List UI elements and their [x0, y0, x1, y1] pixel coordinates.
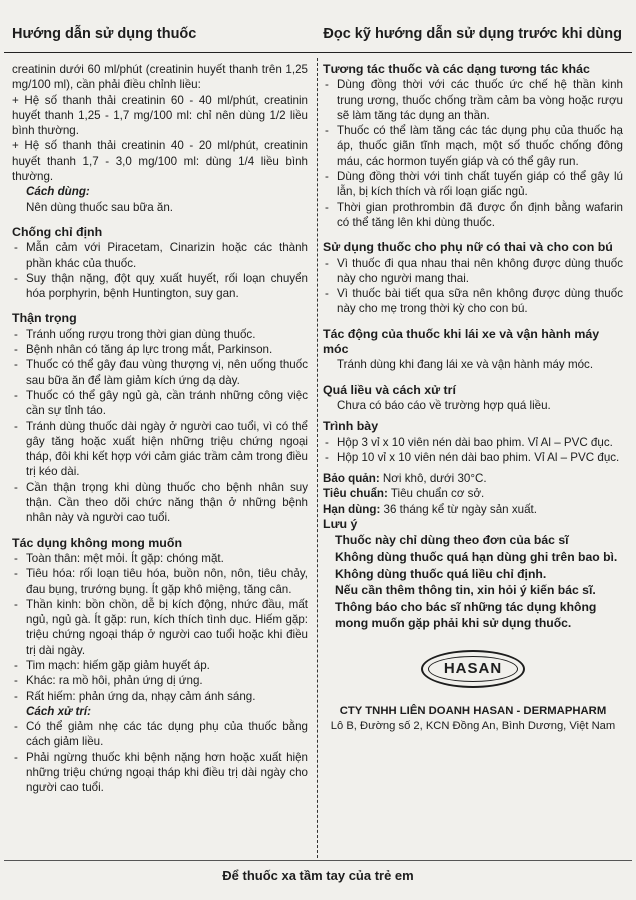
contraindication-item: - Mẫn cảm với Piracetam, Cinarizin hoặc các thành phần khác của thuốc.: [12, 240, 308, 271]
standard-value: Tiêu chuẩn cơ sở.: [390, 487, 485, 501]
packaging-title: Trình bày: [323, 419, 379, 434]
caution-item: - Thuốc có thể gây ngủ gà, cần tránh những công việc cần sự tỉnh táo.: [12, 388, 308, 419]
right-column: [323, 62, 623, 735]
standard-label: Tiêu chuẩn:: [323, 487, 388, 501]
interaction-title: Tương tác thuốc và các dạng tương tác khác: [323, 62, 590, 76]
usage-text: Nên dùng thuốc sau bữa ăn.: [26, 200, 173, 214]
logo-text: HASAN: [428, 656, 518, 682]
side-effects-title: Tác dụng không mong muốn: [12, 535, 183, 550]
warning-note: Không dùng thuốc quá liều chỉ định.: [335, 566, 547, 581]
interaction-item: - Thời gian prothrombin đã được ổn định bằng wafarin có thể tăng lên khi dùng thuốc.: [323, 200, 623, 231]
side-effect-item: - Toàn thân: mệt mỏi. Ít gặp: chóng mặt.: [12, 551, 308, 566]
standard-line: [323, 486, 623, 501]
pregnancy-title: Sử dụng thuốc cho phụ nữ có thai và cho con bú: [323, 240, 613, 255]
footer-divider: [4, 860, 632, 861]
handling-item: - Có thể giảm nhẹ các tác dụng phụ của thuốc bằng cách giảm liều.: [12, 719, 308, 750]
caution-item: - Tránh uống rượu trong thời gian dùng thuốc.: [12, 327, 308, 342]
side-effect-item: - Tim mạch: hiếm gặp giảm huyết áp.: [12, 658, 308, 673]
dosage-intro: creatinin dưới 60 ml/phút (creatinin huyết thanh trên 1,25 mg/100 ml), cần phải điều chỉnh liều:: [12, 63, 308, 92]
interaction-item: - Dùng đồng thời với tinh chất tuyến giáp có thể gây lú lẫn, bị kích thích và rối loạn giấc ngủ.: [323, 169, 623, 200]
overdose-text: Chưa có báo cáo về trường hợp quá liều.: [337, 398, 551, 412]
company-name: CTY TNHH LIÊN DOANH HASAN - DERMAPHARM: [339, 705, 607, 718]
driving-text: Tránh dùng khi đang lái xe và vận hành máy móc.: [337, 358, 594, 372]
caution-title: Thận trọng: [12, 311, 77, 326]
expiry-label: Hạn dùng:: [323, 502, 381, 516]
warning-notes: [323, 532, 623, 632]
dosage-rule-1: + Hệ số thanh thải creatinin 60 - 40 ml/phút, creatinin huyết thanh 1,25 - 1,7 mg/100 ml: chỉ nên dùng 1/2 liều bình thường.: [12, 93, 308, 138]
caution-item: - Thuốc có thể gây đau vùng thượng vị, nên uống thuốc sau bữa ăn để làm giảm kích ứng dạ dày.: [12, 357, 308, 388]
brand-logo-area: [323, 650, 623, 692]
company-address: Lô B, Đường số 2, KCN Đồng An, Bình Dương, Việt Nam: [330, 720, 616, 733]
storage-label: Bảo quản:: [323, 472, 380, 486]
caution-item: - Cần thận trọng khi dùng thuốc cho bệnh nhân suy thận. Cần theo dõi chức năng thận ở những bệnh nhân này và người cao tuổi.: [12, 480, 308, 526]
warning-note: Thuốc này chỉ dùng theo đơn của bác sĩ: [335, 533, 569, 548]
column-divider: [317, 58, 318, 858]
interaction-item: - Thuốc có thể làm tăng các tác dụng phụ của thuốc hạ áp, thuốc giãn tĩnh mạch, một số thuốc chống đông máu, các hormon tuyến giáp và có thể gây run.: [323, 123, 623, 169]
contraindication-title: Chống chỉ định: [12, 224, 103, 239]
side-effect-item: - Tiêu hóa: rối loạn tiêu hóa, buồn nôn, nôn, tiêu chảy, đau bụng, trướng bụng. Ít gặp khô miệng, tăng cân.: [12, 566, 308, 597]
pregnancy-item: - Vì thuốc đi qua nhau thai nên không được dùng thuốc này cho người mang thai.: [323, 256, 623, 287]
contraindication-item: - Suy thận nặng, đột quỵ xuất huyết, rối loạn chuyển hóa porphyrin, bệnh Huntington, suy gan.: [12, 271, 308, 302]
handling-item: - Phải ngừng thuốc khi bệnh nặng hơn hoặc xuất hiện những triệu chứng ngoại tháp khi điều trị dài ngày cho người cao tuổi.: [12, 750, 308, 796]
pregnancy-item: - Vì thuốc bài tiết qua sữa nên không được dùng thuốc này cho mẹ trong thời kỳ cho con bú.: [323, 286, 623, 317]
side-effect-item: - Khác: ra mồ hôi, phản ứng dị ứng.: [12, 673, 308, 688]
dosage-rule-2: + Hệ số thanh thải creatinin 40 - 20 ml/phút, creatinin huyết thanh 1,7 - 3,0 mg/100 ml: dùng 1/4 liều bình thường.: [12, 139, 308, 184]
interaction-item: - Dùng đồng thời với các thuốc ức chế hệ thần kinh trung ương, thuốc chống trầm cảm ba vòng hoặc rượu sẽ làm tăng tác dụng an thần.: [323, 77, 623, 123]
caution-item: - Tránh dùng thuốc dài ngày ở người cao tuổi, vì có thể gây tăng hoặc xuất hiện những triệu chứng ngoại tháp, đôi khi kết hợp với cảm giác trầm cảm trong điều trị kéo dài.: [12, 419, 308, 480]
overdose-title: Quá liều và cách xử trí: [323, 382, 456, 397]
header-title: Hướng dẫn sử dụng thuốc: [12, 26, 197, 42]
hasan-logo: [421, 650, 525, 688]
footer-warning: Để thuốc xa tầm tay của trẻ em: [222, 868, 414, 883]
warning-note: Không dùng thuốc quá hạn dùng ghi trên bao bì.: [335, 549, 618, 564]
note-title: Lưu ý: [323, 517, 358, 532]
driving-title: Tác động của thuốc khi lái xe và vận hành máy móc: [323, 326, 600, 357]
warning-note: Nếu cần thêm thông tin, xin hỏi ý kiến bác sĩ.: [335, 583, 596, 598]
page-header: [0, 18, 636, 48]
handling-title: Cách xử trí:: [26, 704, 91, 718]
warning-note: Thông báo cho bác sĩ những tác dụng không mong muốn gặp phải khi sử dụng thuốc.: [335, 599, 597, 631]
usage-title: Cách dùng:: [26, 185, 90, 199]
packaging-item: - Hộp 3 vỉ x 10 viên nén dài bao phim. Vỉ Al – PVC đục.: [323, 435, 623, 450]
caution-item: - Bệnh nhân có tăng áp lực trong mắt, Parkinson.: [12, 342, 308, 357]
left-column: [12, 62, 308, 796]
expiry-line: [323, 502, 623, 517]
header-warning: Đọc kỹ hướng dẫn sử dụng trước khi dùng: [323, 26, 622, 42]
packaging-item: - Hộp 10 vỉ x 10 viên nén dài bao phim. Vỉ Al – PVC đục.: [323, 450, 623, 465]
header-divider: [4, 52, 632, 53]
storage-value: Nơi khô, dưới 30°C.: [382, 472, 487, 486]
side-effect-item: - Thần kinh: bồn chồn, dễ bị kích động, nhức đầu, mất ngủ, ngủ gà. Ít gặp: run, kích thích tình dục. Hiếm gặp: triệu chứng ngoại tháp ở người cao tuổi hoặc khi điều trị dài ngày.: [12, 597, 308, 658]
storage-line: [323, 471, 623, 486]
side-effect-item: - Rất hiếm: phản ứng da, nhạy cảm ánh sáng.: [12, 689, 308, 704]
expiry-value: 36 tháng kể từ ngày sản xuất.: [383, 502, 537, 516]
